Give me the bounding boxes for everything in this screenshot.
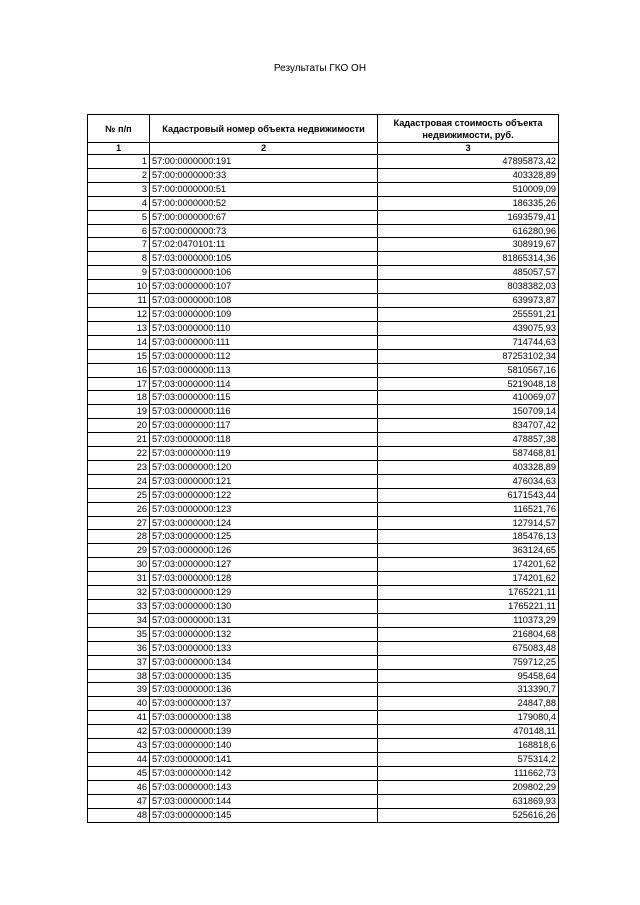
table-row <box>88 739 559 753</box>
row-index: 23 <box>88 460 150 474</box>
cadastral-value: 714744,63 <box>378 335 559 349</box>
row-index: 33 <box>88 600 150 614</box>
header-cadastral-number: Кадастровый номер объекта недвижимости <box>150 115 378 143</box>
table-row <box>88 460 559 474</box>
cadastral-value: 587468,81 <box>378 447 559 461</box>
cadastral-value: 216804,68 <box>378 627 559 641</box>
cadastral-number: 57:03:0000000:132 <box>150 627 378 641</box>
cadastral-number: 57:03:0000000:137 <box>150 697 378 711</box>
row-index: 37 <box>88 655 150 669</box>
row-index: 47 <box>88 794 150 808</box>
cadastral-value: 5219048,18 <box>378 377 559 391</box>
cadastral-number: 57:03:0000000:138 <box>150 711 378 725</box>
table-row <box>88 669 559 683</box>
cadastral-number: 57:03:0000000:121 <box>150 474 378 488</box>
table-row <box>88 224 559 238</box>
table-row <box>88 294 559 308</box>
cadastral-value: 150709,14 <box>378 405 559 419</box>
cadastral-number: 57:03:0000000:109 <box>150 307 378 321</box>
table-row <box>88 752 559 766</box>
table-row <box>88 544 559 558</box>
cadastral-number: 57:03:0000000:141 <box>150 752 378 766</box>
row-index: 24 <box>88 474 150 488</box>
cadastral-number: 57:00:0000000:33 <box>150 168 378 182</box>
row-index: 11 <box>88 294 150 308</box>
table-row <box>88 502 559 516</box>
cadastral-value: 174201,62 <box>378 572 559 586</box>
table-row <box>88 794 559 808</box>
cadastral-number: 57:03:0000000:142 <box>150 766 378 780</box>
row-index: 35 <box>88 627 150 641</box>
cadastral-number: 57:03:0000000:110 <box>150 321 378 335</box>
row-index: 6 <box>88 224 150 238</box>
table-row <box>88 697 559 711</box>
table-row <box>88 572 559 586</box>
header-cadastral-value: Кадастровая стоимость объекта недвижимости, руб. <box>378 115 559 143</box>
table-row <box>88 447 559 461</box>
cadastral-value: 439075,93 <box>378 321 559 335</box>
cadastral-value: 8038382,03 <box>378 280 559 294</box>
cadastral-value: 478857,38 <box>378 433 559 447</box>
cadastral-value: 759712,25 <box>378 655 559 669</box>
table-row <box>88 613 559 627</box>
cadastral-number: 57:03:0000000:107 <box>150 280 378 294</box>
column-number-1: 1 <box>88 143 150 155</box>
cadastral-number: 57:03:0000000:143 <box>150 780 378 794</box>
cadastral-value: 127914,57 <box>378 516 559 530</box>
cadastral-value: 639973,87 <box>378 294 559 308</box>
column-number-3: 3 <box>378 143 559 155</box>
cadastral-value: 5810567,16 <box>378 363 559 377</box>
table-row <box>88 766 559 780</box>
cadastral-value: 1765221,11 <box>378 600 559 614</box>
row-index: 42 <box>88 725 150 739</box>
table-row <box>88 321 559 335</box>
row-index: 41 <box>88 711 150 725</box>
table-row <box>88 586 559 600</box>
row-index: 26 <box>88 502 150 516</box>
row-index: 46 <box>88 780 150 794</box>
cadastral-value: 81865314,36 <box>378 252 559 266</box>
cadastral-value: 1765221,11 <box>378 586 559 600</box>
cadastral-number: 57:03:0000000:120 <box>150 460 378 474</box>
cadastral-number: 57:03:0000000:139 <box>150 725 378 739</box>
row-index: 9 <box>88 266 150 280</box>
cadastral-number: 57:03:0000000:112 <box>150 349 378 363</box>
cadastral-value: 675083,48 <box>378 641 559 655</box>
cadastral-number: 57:00:0000000:67 <box>150 210 378 224</box>
page-title: Результаты ГКО ОН <box>273 63 367 74</box>
cadastral-value: 179080,4 <box>378 711 559 725</box>
row-index: 15 <box>88 349 150 363</box>
cadastral-number: 57:03:0000000:125 <box>150 530 378 544</box>
row-index: 7 <box>88 238 150 252</box>
cadastral-number: 57:02:0470101:11 <box>150 238 378 252</box>
cadastral-number: 57:03:0000000:131 <box>150 613 378 627</box>
cadastral-value: 110373,29 <box>378 613 559 627</box>
row-index: 30 <box>88 558 150 572</box>
row-index: 1 <box>88 155 150 169</box>
row-index: 16 <box>88 363 150 377</box>
cadastral-number: 57:03:0000000:145 <box>150 808 378 822</box>
table-row <box>88 168 559 182</box>
cadastral-number: 57:00:0000000:52 <box>150 196 378 210</box>
cadastral-number: 57:03:0000000:133 <box>150 641 378 655</box>
cadastral-value: 470148,11 <box>378 725 559 739</box>
table-row <box>88 488 559 502</box>
cadastral-value: 255591,21 <box>378 307 559 321</box>
row-index: 12 <box>88 307 150 321</box>
row-index: 45 <box>88 766 150 780</box>
table-row <box>88 780 559 794</box>
table-row <box>88 808 559 822</box>
table-row <box>88 530 559 544</box>
cadastral-number: 57:03:0000000:118 <box>150 433 378 447</box>
row-index: 31 <box>88 572 150 586</box>
table-row <box>88 405 559 419</box>
cadastral-value: 410069,07 <box>378 391 559 405</box>
row-index: 10 <box>88 280 150 294</box>
cadastral-value: 168818,6 <box>378 739 559 753</box>
row-index: 29 <box>88 544 150 558</box>
table-row <box>88 655 559 669</box>
header-index: № п/п <box>88 115 150 143</box>
cadastral-number: 57:03:0000000:108 <box>150 294 378 308</box>
cadastral-number: 57:00:0000000:73 <box>150 224 378 238</box>
table-row <box>88 683 559 697</box>
table-row <box>88 155 559 169</box>
row-index: 3 <box>88 182 150 196</box>
cadastral-number: 57:03:0000000:116 <box>150 405 378 419</box>
cadastral-number: 57:03:0000000:135 <box>150 669 378 683</box>
row-index: 5 <box>88 210 150 224</box>
results-table <box>87 114 559 823</box>
table-row <box>88 474 559 488</box>
cadastral-number: 57:03:0000000:119 <box>150 447 378 461</box>
cadastral-number: 57:03:0000000:122 <box>150 488 378 502</box>
table-row <box>88 711 559 725</box>
cadastral-value: 403328,89 <box>378 168 559 182</box>
table-row <box>88 238 559 252</box>
table-row <box>88 349 559 363</box>
column-number-2: 2 <box>150 143 378 155</box>
cadastral-number: 57:03:0000000:126 <box>150 544 378 558</box>
cadastral-value: 185476,13 <box>378 530 559 544</box>
cadastral-value: 575314,2 <box>378 752 559 766</box>
table-row <box>88 307 559 321</box>
cadastral-value: 834707,42 <box>378 419 559 433</box>
table-row <box>88 252 559 266</box>
cadastral-value: 525616,26 <box>378 808 559 822</box>
cadastral-value: 87253102,34 <box>378 349 559 363</box>
row-index: 14 <box>88 335 150 349</box>
row-index: 39 <box>88 683 150 697</box>
row-index: 28 <box>88 530 150 544</box>
cadastral-value: 174201,62 <box>378 558 559 572</box>
table-row <box>88 627 559 641</box>
cadastral-number: 57:03:0000000:123 <box>150 502 378 516</box>
table-row <box>88 210 559 224</box>
table-row <box>88 433 559 447</box>
cadastral-value: 510009,09 <box>378 182 559 196</box>
cadastral-value: 313390,7 <box>378 683 559 697</box>
cadastral-number: 57:03:0000000:124 <box>150 516 378 530</box>
cadastral-number: 57:03:0000000:129 <box>150 586 378 600</box>
row-index: 4 <box>88 196 150 210</box>
row-index: 44 <box>88 752 150 766</box>
table-row <box>88 196 559 210</box>
cadastral-value: 363124,65 <box>378 544 559 558</box>
cadastral-number: 57:03:0000000:105 <box>150 252 378 266</box>
cadastral-number: 57:03:0000000:127 <box>150 558 378 572</box>
table-row <box>88 516 559 530</box>
table-row <box>88 641 559 655</box>
cadastral-value: 616280,96 <box>378 224 559 238</box>
row-index: 34 <box>88 613 150 627</box>
row-index: 36 <box>88 641 150 655</box>
cadastral-value: 111662,73 <box>378 766 559 780</box>
cadastral-value: 24847,88 <box>378 697 559 711</box>
cadastral-number: 57:03:0000000:128 <box>150 572 378 586</box>
table-row <box>88 600 559 614</box>
cadastral-number: 57:03:0000000:134 <box>150 655 378 669</box>
cadastral-value: 308919,67 <box>378 238 559 252</box>
table-row <box>88 391 559 405</box>
cadastral-number: 57:03:0000000:113 <box>150 363 378 377</box>
cadastral-number: 57:03:0000000:144 <box>150 794 378 808</box>
row-index: 32 <box>88 586 150 600</box>
cadastral-value: 476034,63 <box>378 474 559 488</box>
cadastral-value: 95458,64 <box>378 669 559 683</box>
cadastral-number: 57:03:0000000:140 <box>150 739 378 753</box>
row-index: 48 <box>88 808 150 822</box>
cadastral-value: 485057,57 <box>378 266 559 280</box>
table-row <box>88 335 559 349</box>
row-index: 20 <box>88 419 150 433</box>
table-row <box>88 725 559 739</box>
table-row <box>88 377 559 391</box>
cadastral-number: 57:03:0000000:106 <box>150 266 378 280</box>
row-index: 8 <box>88 252 150 266</box>
row-index: 22 <box>88 447 150 461</box>
cadastral-number: 57:03:0000000:115 <box>150 391 378 405</box>
row-index: 18 <box>88 391 150 405</box>
cadastral-value: 47895873,42 <box>378 155 559 169</box>
row-index: 25 <box>88 488 150 502</box>
header-row <box>88 115 559 143</box>
cadastral-value: 403328,89 <box>378 460 559 474</box>
cadastral-value: 186335,26 <box>378 196 559 210</box>
table-row <box>88 280 559 294</box>
cadastral-value: 116521,76 <box>378 502 559 516</box>
table-body <box>88 155 559 823</box>
cadastral-number: 57:03:0000000:114 <box>150 377 378 391</box>
table-row <box>88 558 559 572</box>
cadastral-value: 1693579,41 <box>378 210 559 224</box>
cadastral-number: 57:03:0000000:136 <box>150 683 378 697</box>
row-index: 38 <box>88 669 150 683</box>
cadastral-number: 57:03:0000000:111 <box>150 335 378 349</box>
table-row <box>88 419 559 433</box>
cadastral-number: 57:00:0000000:51 <box>150 182 378 196</box>
row-index: 27 <box>88 516 150 530</box>
cadastral-value: 6171543,44 <box>378 488 559 502</box>
table-row <box>88 182 559 196</box>
cadastral-value: 631869,93 <box>378 794 559 808</box>
cadastral-number: 57:00:0000000:191 <box>150 155 378 169</box>
row-index: 43 <box>88 739 150 753</box>
table-row <box>88 363 559 377</box>
cadastral-number: 57:03:0000000:117 <box>150 419 378 433</box>
row-index: 2 <box>88 168 150 182</box>
cadastral-number: 57:03:0000000:130 <box>150 600 378 614</box>
column-number-row <box>88 143 559 155</box>
cadastral-value: 209802,29 <box>378 780 559 794</box>
row-index: 17 <box>88 377 150 391</box>
row-index: 13 <box>88 321 150 335</box>
row-index: 21 <box>88 433 150 447</box>
row-index: 19 <box>88 405 150 419</box>
row-index: 40 <box>88 697 150 711</box>
table-row <box>88 266 559 280</box>
